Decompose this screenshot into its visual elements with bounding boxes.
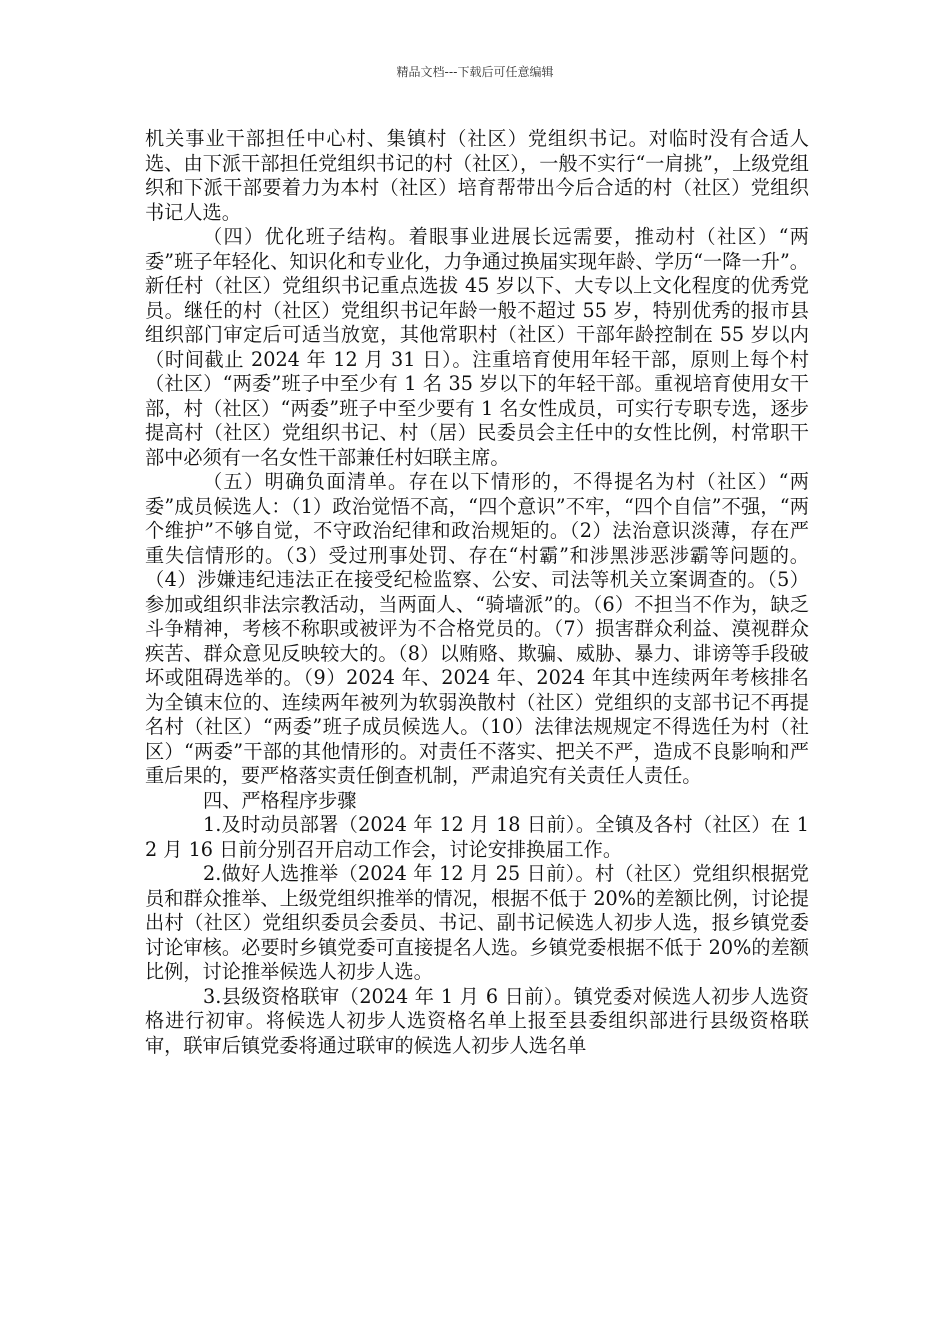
paragraph-section-4: （四）优化班子结构。着眼事业进展长远需要，推动村（社区）“两委”班子年轻化、知识化和专业化，力争通过换届实现年龄、学历“一降一升”。新任村（社区）党组织书记重点选拔 45 岁以下、大专以上文化程度的优秀党员。继任的村（社区）党组织书记年龄一般不超过 55 岁，特别优秀的报市县组织部门审定后可适当放宽，其他常职村（社区）干部年龄控制在 55 岁以内（时间截止 2024 年 12 月 31 日）。注重培育使用年轻干部，原则上每个村（社区）“两委”班子中至少有 1 名 35 岁以下的年轻干部。重视培育使用女干部，村（社区）“两委”班子中至少要有 1 名女性成员，可实行专职专选，逐步提高村（社区）党组织书记、村（居）民委员会主任中的女性比例，村常职干部中必须有一名女性干部兼任村妇联主席。 xyxy=(145,225,809,469)
section-heading: 四、严格程序步骤 xyxy=(203,788,357,812)
paragraph-step-1: 1.及时动员部署（2024 年 12 月 18 日前）。全镇及各村（社区）在 12 月 16 日前分别召开启动工作会，讨论安排换届工作。 xyxy=(145,813,809,861)
page-header: 精品文档---下载后可任意编辑 xyxy=(396,65,554,79)
paragraph-step-3: 3.县级资格联审（2024 年 1 月 6 日前）。镇党委对候选人初步人选资格进行初审。将候选人初步人选资格名单上报至县委组织部进行县级资格联审，联审后镇党委将通过联审的候选人初步人选名单 xyxy=(145,984,809,1057)
paragraph-section-5: （五）明确负面清单。存在以下情形的，不得提名为村（社区）“两委”成员候选人：（1）政治觉悟不高，“四个意识”不牢，“四个自信”不强，“两个维护”不够自觉，不守政治纪律和政治规矩的。（2）法治意识淡薄，存在严重失信情形的。（3）受过刑事处罚、存在“村霸”和涉黑涉恶涉霸等问题的。（4）涉嫌违纪违法正在接受纪检监察、公安、司法等机关立案调查的。（5）参加或组织非法宗教活动，当两面人、“骑墙派”的。（6）不担当不作为，缺乏斗争精神，考核不称职或被评为不合格党员的。（7）损害群众利益、漠视群众疾苦、群众意见反映较大的。（8）以贿赂、欺骗、威胁、暴力、诽谤等手段破坏或阻碍选举的。（9）2024 年、2024 年、2024 年其中连续两年考核排名为全镇末位的、连续两年被列为软弱涣散村（社区）党组织的支部书记不再提名村（社区）“两委”班子成员候选人。（10）法律法规规定不得选任为村（社区）“两委”干部的其他情形的。对责任不落实、把关不严，造成不良影响和严重后果的，要严格落实责任倒查机制，严肃追究有关责任人责任。 xyxy=(145,470,809,787)
document-body xyxy=(145,127,809,1058)
paragraph-continuation: 机关事业干部担任中心村、集镇村（社区）党组织书记。对临时没有合适人选、由下派干部担任党组织书记的村（社区），一般不实行“一肩挑”，上级党组织和下派干部要着力为本村（社区）培育帮带出今后合适的村（社区）党组织书记人选。 xyxy=(145,127,809,224)
paragraph-step-2: 2.做好人选推举（2024 年 12 月 25 日前）。村（社区）党组织根据党员和群众推举、上级党组织推举的情况，根据不低于 20%的差额比例，讨论提出村（社区）党组织委员会委员、书记、副书记候选人初步人选，报乡镇党委讨论审核。必要时乡镇党委可直接提名人选。乡镇党委根据不低于 20%的差额比例，讨论推举候选人初步人选。 xyxy=(145,862,809,983)
